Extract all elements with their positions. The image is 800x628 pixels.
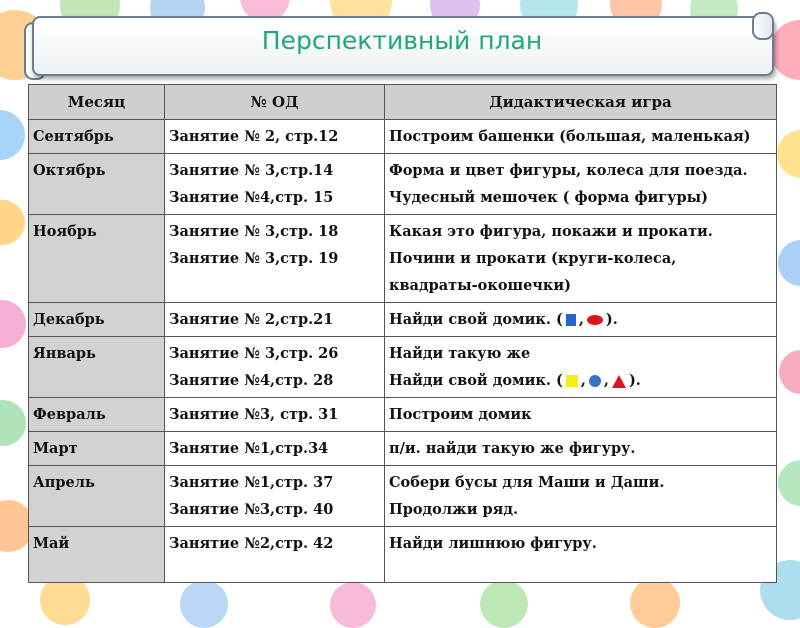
bokeh-dot [0,400,26,446]
table-row [29,527,777,583]
game-cell [385,337,777,398]
od-line: Занятие № 2,стр.21 [169,311,334,328]
bokeh-dot [778,460,800,506]
bokeh-dot [180,580,228,628]
bokeh-dot [630,578,680,628]
bokeh-dot [480,580,528,628]
game-cell [385,527,777,583]
od-cell [165,215,385,303]
od-cell [165,527,385,583]
od-line: Занятие № 2, стр.12 [169,128,339,145]
game-line: Чудесный мешочек ( форма фигуры) [389,189,708,206]
od-line: Занятие № 3,стр.14 [169,162,334,179]
game-line: Построим башенки (большая, маленькая) [389,128,751,145]
game-cell [385,154,777,215]
od-line: Занятие №2,стр. 42 [169,535,334,552]
game-line: Продолжи ряд. [389,501,519,518]
od-cell [165,337,385,398]
header-od: № ОД [165,85,385,120]
game-cell [385,215,777,303]
od-cell [165,154,385,215]
game-text: ). [605,311,618,328]
game-text: Найди свой домик. ( [389,311,563,328]
table-row [29,398,777,432]
bokeh-dot [779,350,800,394]
month-cell: Ноябрь [29,215,165,303]
month-cell: Февраль [29,398,165,432]
game-line: квадраты-окошечки) [389,277,572,294]
bokeh-dot [770,20,800,80]
month-cell: Декабрь [29,303,165,337]
header-game: Дидактическая игра [385,85,777,120]
month-cell: Сентябрь [29,120,165,154]
od-line: Занятие № 3,стр. 19 [169,250,339,267]
od-line: Занятие №3, стр. 31 [169,406,339,423]
game-line: Найди лишнюю фигуру. [389,535,597,552]
header-month: Месяц [29,85,165,120]
month-cell: Апрель [29,466,165,527]
od-cell [165,466,385,527]
game-line-symbols [389,367,772,394]
bokeh-dot [0,300,26,348]
game-text: ). [628,372,641,389]
table-row [29,337,777,398]
game-cell [385,432,777,466]
month-cell: Октябрь [29,154,165,215]
table-row [29,432,777,466]
od-line: Занятие №3,стр. 40 [169,501,334,518]
bokeh-dot [777,130,800,178]
game-line: п/и. найди такую же фигуру. [389,440,636,457]
separator: , [580,372,586,389]
od-line: Занятие № 3,стр. 18 [169,223,339,240]
table-row [29,154,777,215]
od-cell [165,120,385,154]
red-triangle-icon [612,375,626,388]
game-cell [385,303,777,337]
game-text: Найди свой домик. ( [389,372,563,389]
bokeh-dot [778,240,800,286]
od-line: Занятие №4,стр. 15 [169,189,334,206]
red-oval-icon [587,315,603,325]
bokeh-dot [0,200,25,245]
od-line: Занятие №4,стр. 28 [169,372,334,389]
game-line-symbols [389,306,772,333]
page-title: Перспективный план [261,26,543,55]
game-line: Найди такую же [389,345,531,362]
separator: , [578,311,584,328]
month-cell: Май [29,527,165,583]
bokeh-dot [0,110,25,160]
blue-square-icon [566,314,576,326]
game-line: Форма и цвет фигуры, колеса для поезда. [389,162,748,179]
game-line: Построим домик [389,406,532,423]
od-cell [165,432,385,466]
month-cell: Январь [29,337,165,398]
blue-circle-icon [589,375,601,387]
month-cell: Март [29,432,165,466]
table-row [29,215,777,303]
table-header-row [29,85,777,120]
bokeh-dot [330,582,376,628]
plan-table [28,84,777,583]
separator: , [603,372,609,389]
table-row [29,120,777,154]
od-cell [165,303,385,337]
table-row [29,303,777,337]
game-line: Собери бусы для Маши и Даши. [389,474,665,491]
od-cell [165,398,385,432]
game-cell [385,466,777,527]
game-cell [385,398,777,432]
od-line: Занятие № 3,стр. 26 [169,345,339,362]
yellow-square-icon [566,375,578,387]
game-line: Какая это фигура, покажи и прокати. [389,223,713,240]
table-row [29,466,777,527]
game-cell [385,120,777,154]
od-line: Занятие №1,стр.34 [169,440,329,457]
game-line: Почини и прокати (круги-колеса, [389,250,677,267]
od-line: Занятие №1,стр. 37 [169,474,334,491]
